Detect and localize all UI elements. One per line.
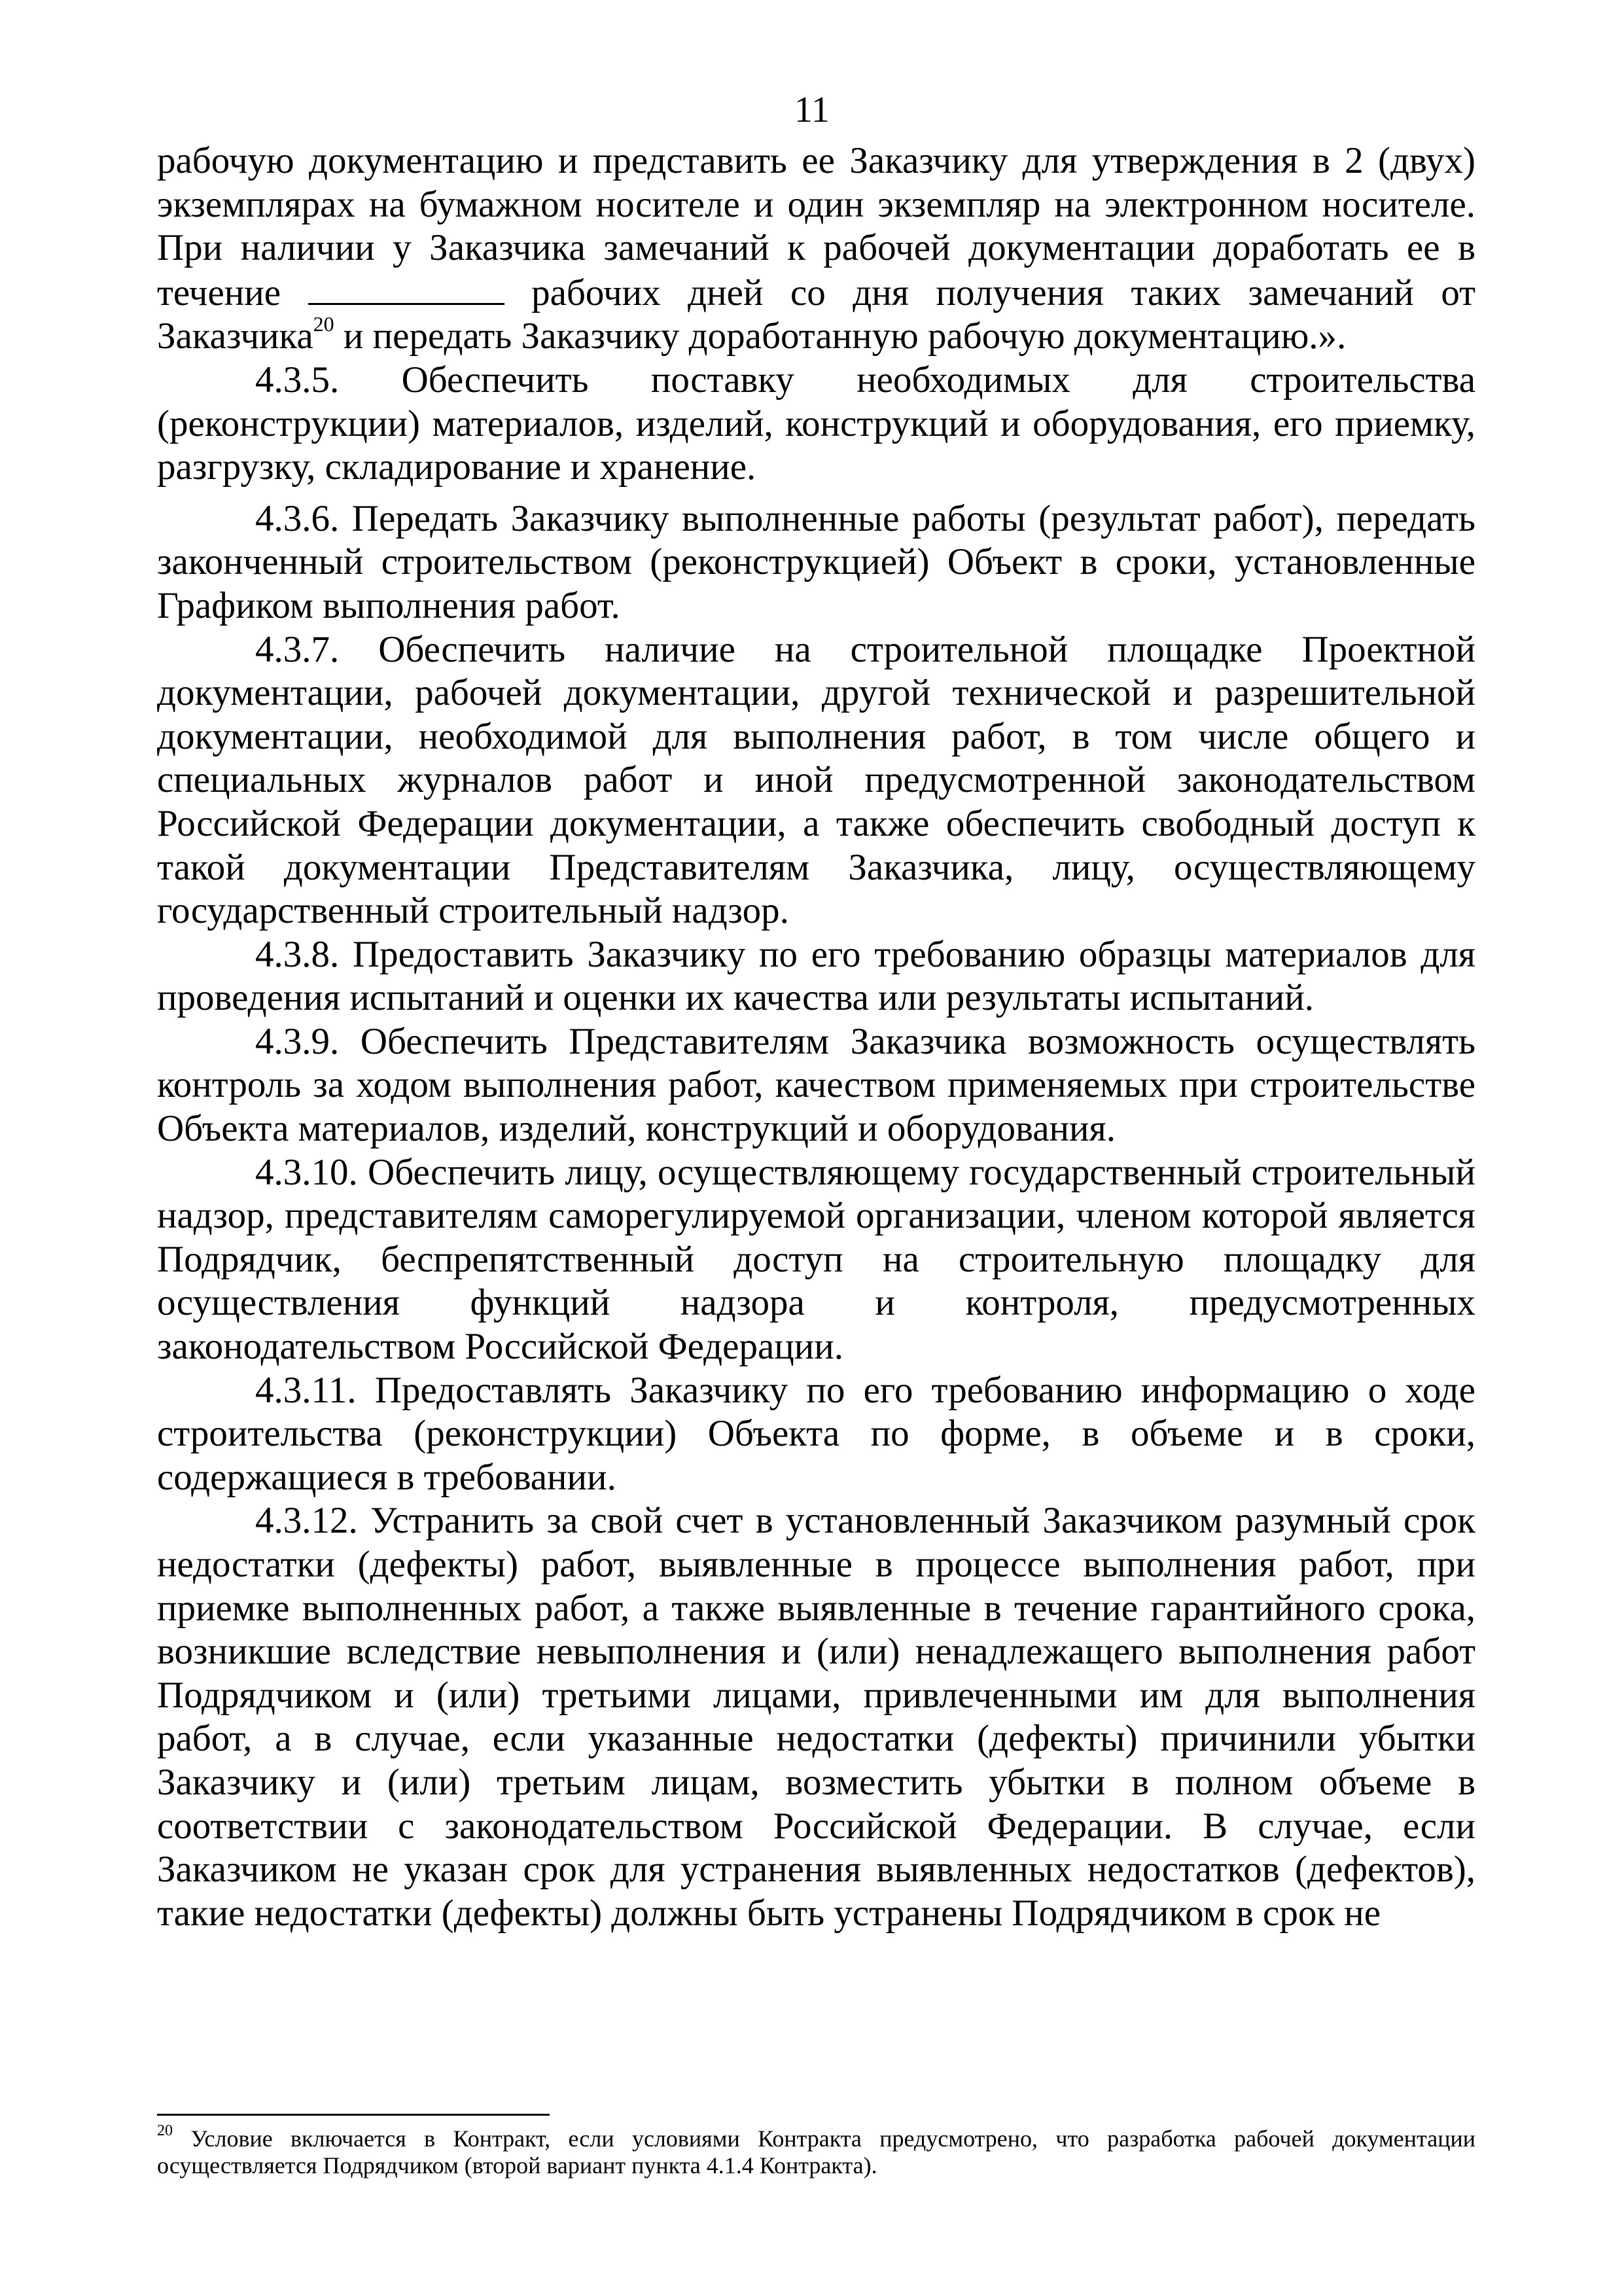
page-number: 11 (794, 90, 830, 130)
paragraph-4-3-7: 4.3.7. Обеспечить наличие на строительной площадке Проектной документации, рабочей документации, другой технической и разрешительной документации, необходимой для выполнения работ, в том числе общего и специальных журналов работ и иной предусмотренной законодательством Российской Федерации документации, а также обеспечить свободный доступ к такой документации Представителям Заказчика, лицу, осуществляющему государственный строительный надзор. (157, 628, 1475, 932)
text-run: рабочих дней со дня получения таких замечаний от Заказчика (157, 272, 1475, 357)
paragraph-4-3-5: 4.3.5. Обеспечить поставку необходимых для строительства (реконструкции) материалов, изделий, конструкций и оборудования, его приемку, разгрузку, складирование и хранение. (157, 359, 1475, 488)
footnote (157, 2122, 1475, 2179)
paragraph-4-3-11: 4.3.11. Предоставлять Заказчику по его требованию информацию о ходе строительства (реконструкции) Объекта по форме, в объеме и в сроки, содержащиеся в требовании. (157, 1369, 1475, 1498)
paragraph-4-3-6: 4.3.6. Передать Заказчику выполненные работы (результат работ), передать законченный строительством (реконструкцией) Объект в сроки, установленные Графиком выполнения работ. (157, 497, 1475, 626)
paragraph-4-3-9: 4.3.9. Обеспечить Представителям Заказчика возможность осуществлять контроль за ходом выполнения работ, качеством применяемых при строительстве Объекта материалов, изделий, конструкций и оборудования. (157, 1020, 1475, 1150)
footnote-separator (157, 2114, 550, 2116)
paragraph-4-3-10: 4.3.10. Обеспечить лицу, осуществляющему государственный строительный надзор, представителям саморегулируемой организации, членом которой является Подрядчик, беспрепятственный доступ на строительную площадку для осуществления функций надзора и контроля, предусмотренных законодательством Российской Федерации. (157, 1151, 1475, 1368)
text-run: и передать Заказчику доработанную рабочую документацию.». (334, 315, 1347, 357)
footnote-marker: 20 (157, 2122, 173, 2139)
footnote-text: Условие включается в Контракт, если условиями Контракта предусмотрено, что разработка рабочей документации осуществляется Подрядчиком (второй вариант пункта 4.1.4 Контракта). (157, 2126, 1475, 2179)
blank-field (308, 270, 504, 305)
paragraph-4-3-12: 4.3.12. Устранить за свой счет в установленный Заказчиком разумный срок недостатки (дефекты) работ, выявленные в процессе выполнения работ, при приемке выполненных работ, а также выявленные в течение гарантийного срока, возникшие вследствие невыполнения и (или) ненадлежащего выполнения работ Подрядчиком и (или) третьими лицами, привлеченными им для выполнения работ, а в случае, если указанные недостатки (дефекты) причинили убытки Заказчику и (или) третьим лицам, возместить убытки в полном объеме в соответствии с законодательством Российской Федерации. В случае, если Заказчиком не указан срок для устранения выявленных недостатков (дефектов), такие недостатки (дефекты) должны быть устранены Подрядчиком в срок не (157, 1500, 1475, 1934)
paragraph-continuation (157, 139, 1475, 359)
text-run: рабочую документацию и представить ее Заказчику для утверждения в 2 (двух) экземплярах на бумажном носителе и один экземпляр на электронном носителе. При наличии у Заказчика замечаний к рабочей документации доработать ее в течение (157, 140, 1475, 313)
document-body (157, 139, 1475, 1935)
footnote-reference: 20 (313, 312, 334, 336)
paragraph-4-3-8: 4.3.8. Предоставить Заказчику по его требованию образцы материалов для проведения испытаний и оценки их качества или результаты испытаний. (157, 933, 1475, 1019)
